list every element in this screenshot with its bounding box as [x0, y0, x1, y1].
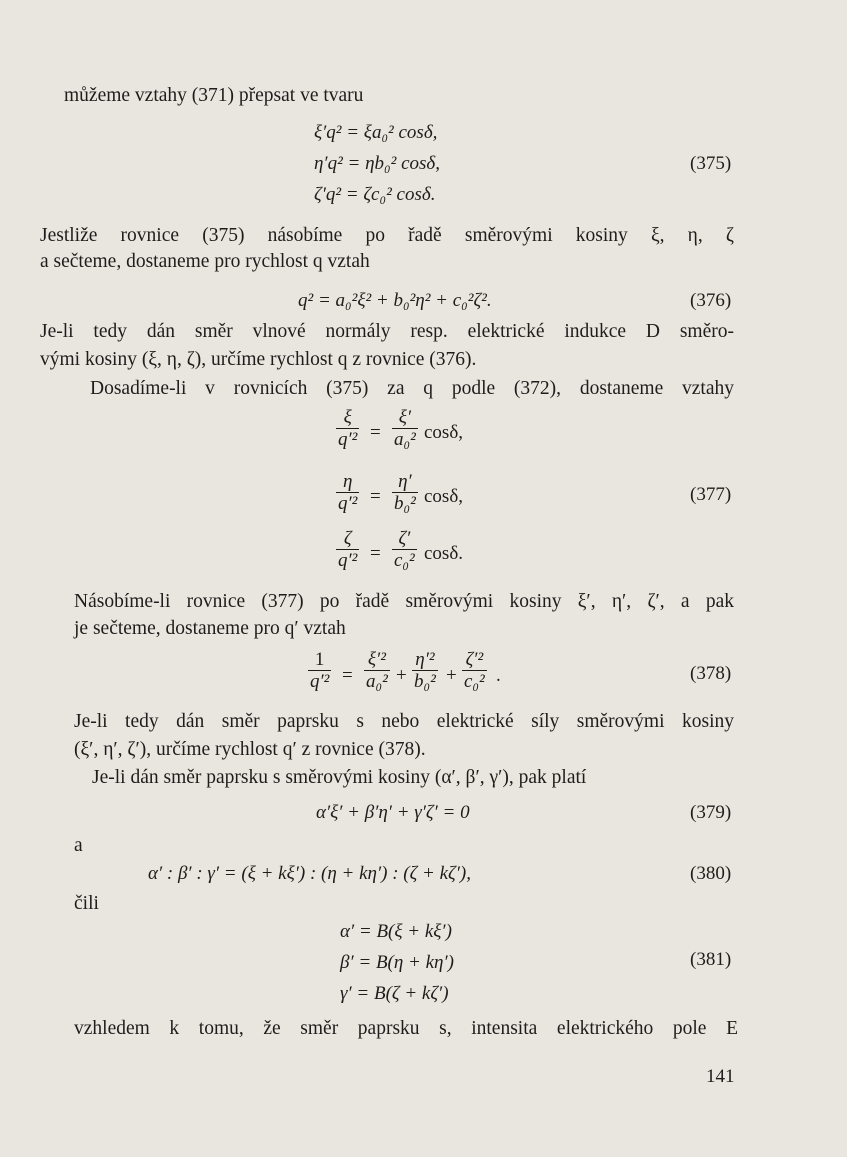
eq377-row1-equals: = [370, 422, 381, 443]
equation-380: α′ : β′ : γ′ = (ξ + kξ′) : (η + kη′) : (ζ + kζ′), [148, 863, 471, 884]
eq378-plus-1: + [396, 665, 407, 686]
para6-line-1: Je-li dán směr paprsku s směrovými kosiny (α′, β′, γ′), pak platí [92, 767, 587, 788]
eq377-row2-lhs: $\frac{\eta}{\text{q′²}}$ [338, 471, 358, 514]
eq377-row3-lhs: $\frac{\zeta}{\text{q′²}}$ [338, 528, 358, 571]
eq377-row1-lhs: $\frac{\xi}{\text{q′²}}$ [338, 407, 358, 450]
equation-376: q² = a₀²ξ² + b₀²η² + c₀²ζ². [298, 290, 492, 311]
equation-381-line-3: γ′ = B(ζ + kζ′) [340, 983, 449, 1004]
last-line: vzhledem k tomu, že směr paprsku s, intensita elektrického pole E [74, 1018, 738, 1039]
para1-line-1: Jestliže rovnice (375) násobíme po řadě směrovými kosiny ξ, η, ζ [40, 225, 734, 246]
equation-number-377: (377) [690, 484, 732, 505]
eq377-row2-equals: = [370, 486, 381, 507]
equation-number-376: (376) [690, 290, 732, 311]
eq377-row2-rhs: $\frac{\eta'}{\text{b₀²}}$ [394, 471, 416, 514]
equation-number-381: (381) [690, 949, 732, 970]
equation-375-line-1: ξ′q² = ξa₀² cosδ, [314, 122, 438, 143]
eq378-plus-2: + [446, 665, 457, 686]
para2-line-1: Je-li tedy dán směr vlnové normály resp. elektrické indukce D směro- [40, 321, 734, 342]
para2-line-2: vými kosiny (ξ, η, ζ), určíme rychlost q z rovnice (376). [40, 349, 477, 370]
equation-375-line-2: η′q² = ηb₀² cosδ, [314, 153, 440, 174]
word-a: a [74, 835, 83, 856]
page-number: 141 [706, 1066, 735, 1087]
eq377-row3-equals: = [370, 543, 381, 564]
intro-line: můžeme vztahy (371) přepsat ve tvaru [64, 85, 364, 106]
equation-number-380: (380) [690, 863, 732, 884]
equation-number-375: (375) [690, 153, 732, 174]
eq378-lhs: $\frac{1}{\text{q′²}}$ [310, 649, 330, 692]
para4-line-2: je sečteme, dostaneme pro q′ vztah [74, 618, 346, 639]
equation-381-line-1: α′ = B(ξ + kξ′) [340, 921, 452, 942]
equation-379: α′ξ′ + β′η′ + γ′ζ′ = 0 [316, 802, 470, 823]
eq377-row3-rhs: $\frac{\zeta'}{\text{c₀²}}$ [394, 528, 415, 571]
eq378-period: . [496, 665, 501, 686]
eq377-row1-cos: cosδ, [424, 422, 464, 443]
equation-number-379: (379) [690, 802, 732, 823]
eq377-row1-rhs: $\frac{\xi'}{\text{a₀²}}$ [394, 407, 416, 450]
equation-number-378: (378) [690, 663, 732, 684]
para3-line-1: Dosadíme-li v rovnicích (375) za q podle (372), dostaneme vztahy [90, 378, 734, 399]
equation-381-line-2: β′ = B(η + kη′) [340, 952, 454, 973]
eq378-term2: $\frac{\text{η′²}}{\text{b₀²}}$ [414, 649, 436, 692]
eq377-row2-cos: cosδ, [424, 486, 464, 507]
word-cili: čili [74, 893, 99, 914]
para5-line-1: Je-li tedy dán směr paprsku s nebo elektrické síly směrovými kosiny [74, 711, 734, 732]
eq377-row3-cos: cosδ. [424, 543, 464, 564]
equation-375-line-3: ζ′q² = ζc₀² cosδ. [314, 184, 436, 205]
para1-line-2: a sečteme, dostaneme pro rychlost q vztah [40, 251, 370, 272]
para5-line-2: (ξ′, η′, ζ′), určíme rychlost q′ z rovnice (378). [74, 739, 426, 760]
eq378-equals: = [342, 665, 353, 686]
eq378-term3: $\frac{\text{ζ′²}}{\text{c₀²}}$ [464, 649, 485, 692]
para4-line-1: Násobíme-li rovnice (377) po řadě směrovými kosiny ξ′, η′, ζ′, a pak [74, 591, 734, 612]
eq378-term1: $\frac{\text{ξ′²}}{\text{a₀²}}$ [366, 649, 388, 692]
